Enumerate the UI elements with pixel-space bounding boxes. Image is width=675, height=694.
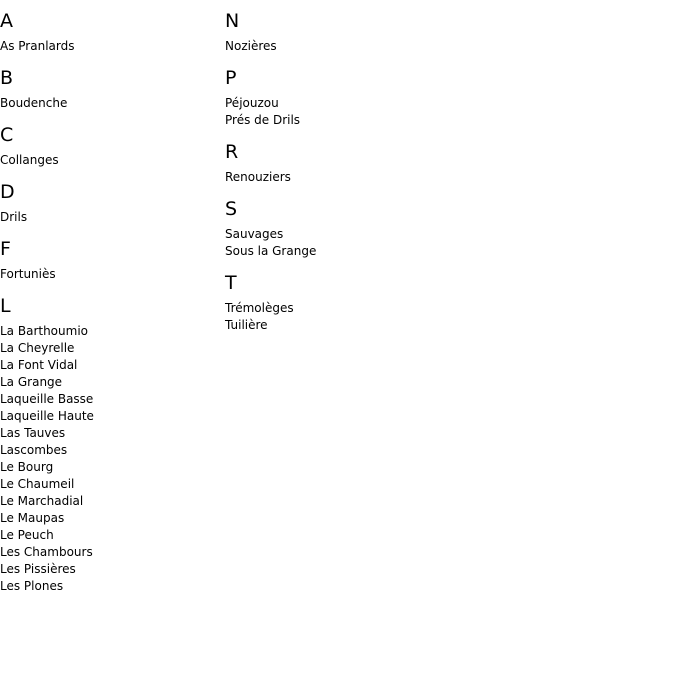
place-link[interactable]: Tuilière [225,318,268,332]
letter-heading: A [0,10,13,32]
place-link[interactable]: Sous la Grange [225,244,317,258]
letter-group-f [0,237,220,283]
place-list [0,152,220,169]
letter-group-r [225,140,445,186]
letter-heading: L [0,295,11,317]
place-link[interactable]: Nozières [225,39,277,53]
place-list [225,38,445,55]
place-link[interactable]: Trémolèges [225,301,294,315]
place-link[interactable]: La Cheyrelle [0,341,75,355]
place-list [0,38,220,55]
place-link[interactable]: Renouziers [225,170,291,184]
place-list [0,209,220,226]
letter-group-b [0,66,220,112]
place-list [225,300,445,334]
place-link[interactable]: As Pranlards [0,39,75,53]
place-list [0,95,220,112]
place-link[interactable]: Boudenche [0,96,68,110]
place-link[interactable]: Les Pissières [0,562,76,576]
place-link[interactable]: La Font Vidal [0,358,78,372]
letter-heading: T [225,272,237,294]
letter-heading: D [0,181,15,203]
letter-heading: F [0,238,11,260]
letter-group-c [0,123,220,169]
place-link[interactable]: Le Chaumeil [0,477,75,491]
letter-heading: N [225,10,240,32]
place-list [225,226,445,260]
place-link[interactable]: Fortuniès [0,267,56,281]
letter-heading: C [0,124,14,146]
place-link[interactable]: Péjouzou [225,96,279,110]
place-link[interactable]: Le Marchadial [0,494,84,508]
place-link[interactable]: Laqueille Haute [0,409,94,423]
place-link[interactable]: Lascombes [0,443,68,457]
place-link[interactable]: La Barthoumio [0,324,88,338]
place-link[interactable]: Collanges [0,153,59,167]
place-link[interactable]: Le Maupas [0,511,65,525]
place-link[interactable]: La Grange [0,375,63,389]
index-column-right [225,0,445,345]
place-list [0,266,220,283]
letter-group-d [0,180,220,226]
place-link[interactable]: Le Peuch [0,528,54,542]
letter-group-a [0,9,220,55]
place-link[interactable]: Les Chambours [0,545,93,559]
place-link[interactable]: Laqueille Basse [0,392,94,406]
letter-group-l [0,294,220,595]
place-list [225,169,445,186]
place-link[interactable]: Las Tauves [0,426,66,440]
place-link[interactable]: Drils [0,210,28,224]
letter-heading: B [0,67,14,89]
letter-heading: R [225,141,239,163]
letter-group-s [225,197,445,260]
letter-group-p [225,66,445,129]
place-link[interactable]: Prés de Drils [225,113,301,127]
place-list [0,323,220,595]
letter-group-t [225,271,445,334]
letter-group-n [225,9,445,55]
letter-heading: P [225,67,237,89]
place-link[interactable]: Sauvages [225,227,284,241]
index-column-left [0,0,220,606]
place-link[interactable]: Le Bourg [0,460,54,474]
place-list [225,95,445,129]
place-link[interactable]: Les Plones [0,579,64,593]
letter-heading: S [225,198,238,220]
